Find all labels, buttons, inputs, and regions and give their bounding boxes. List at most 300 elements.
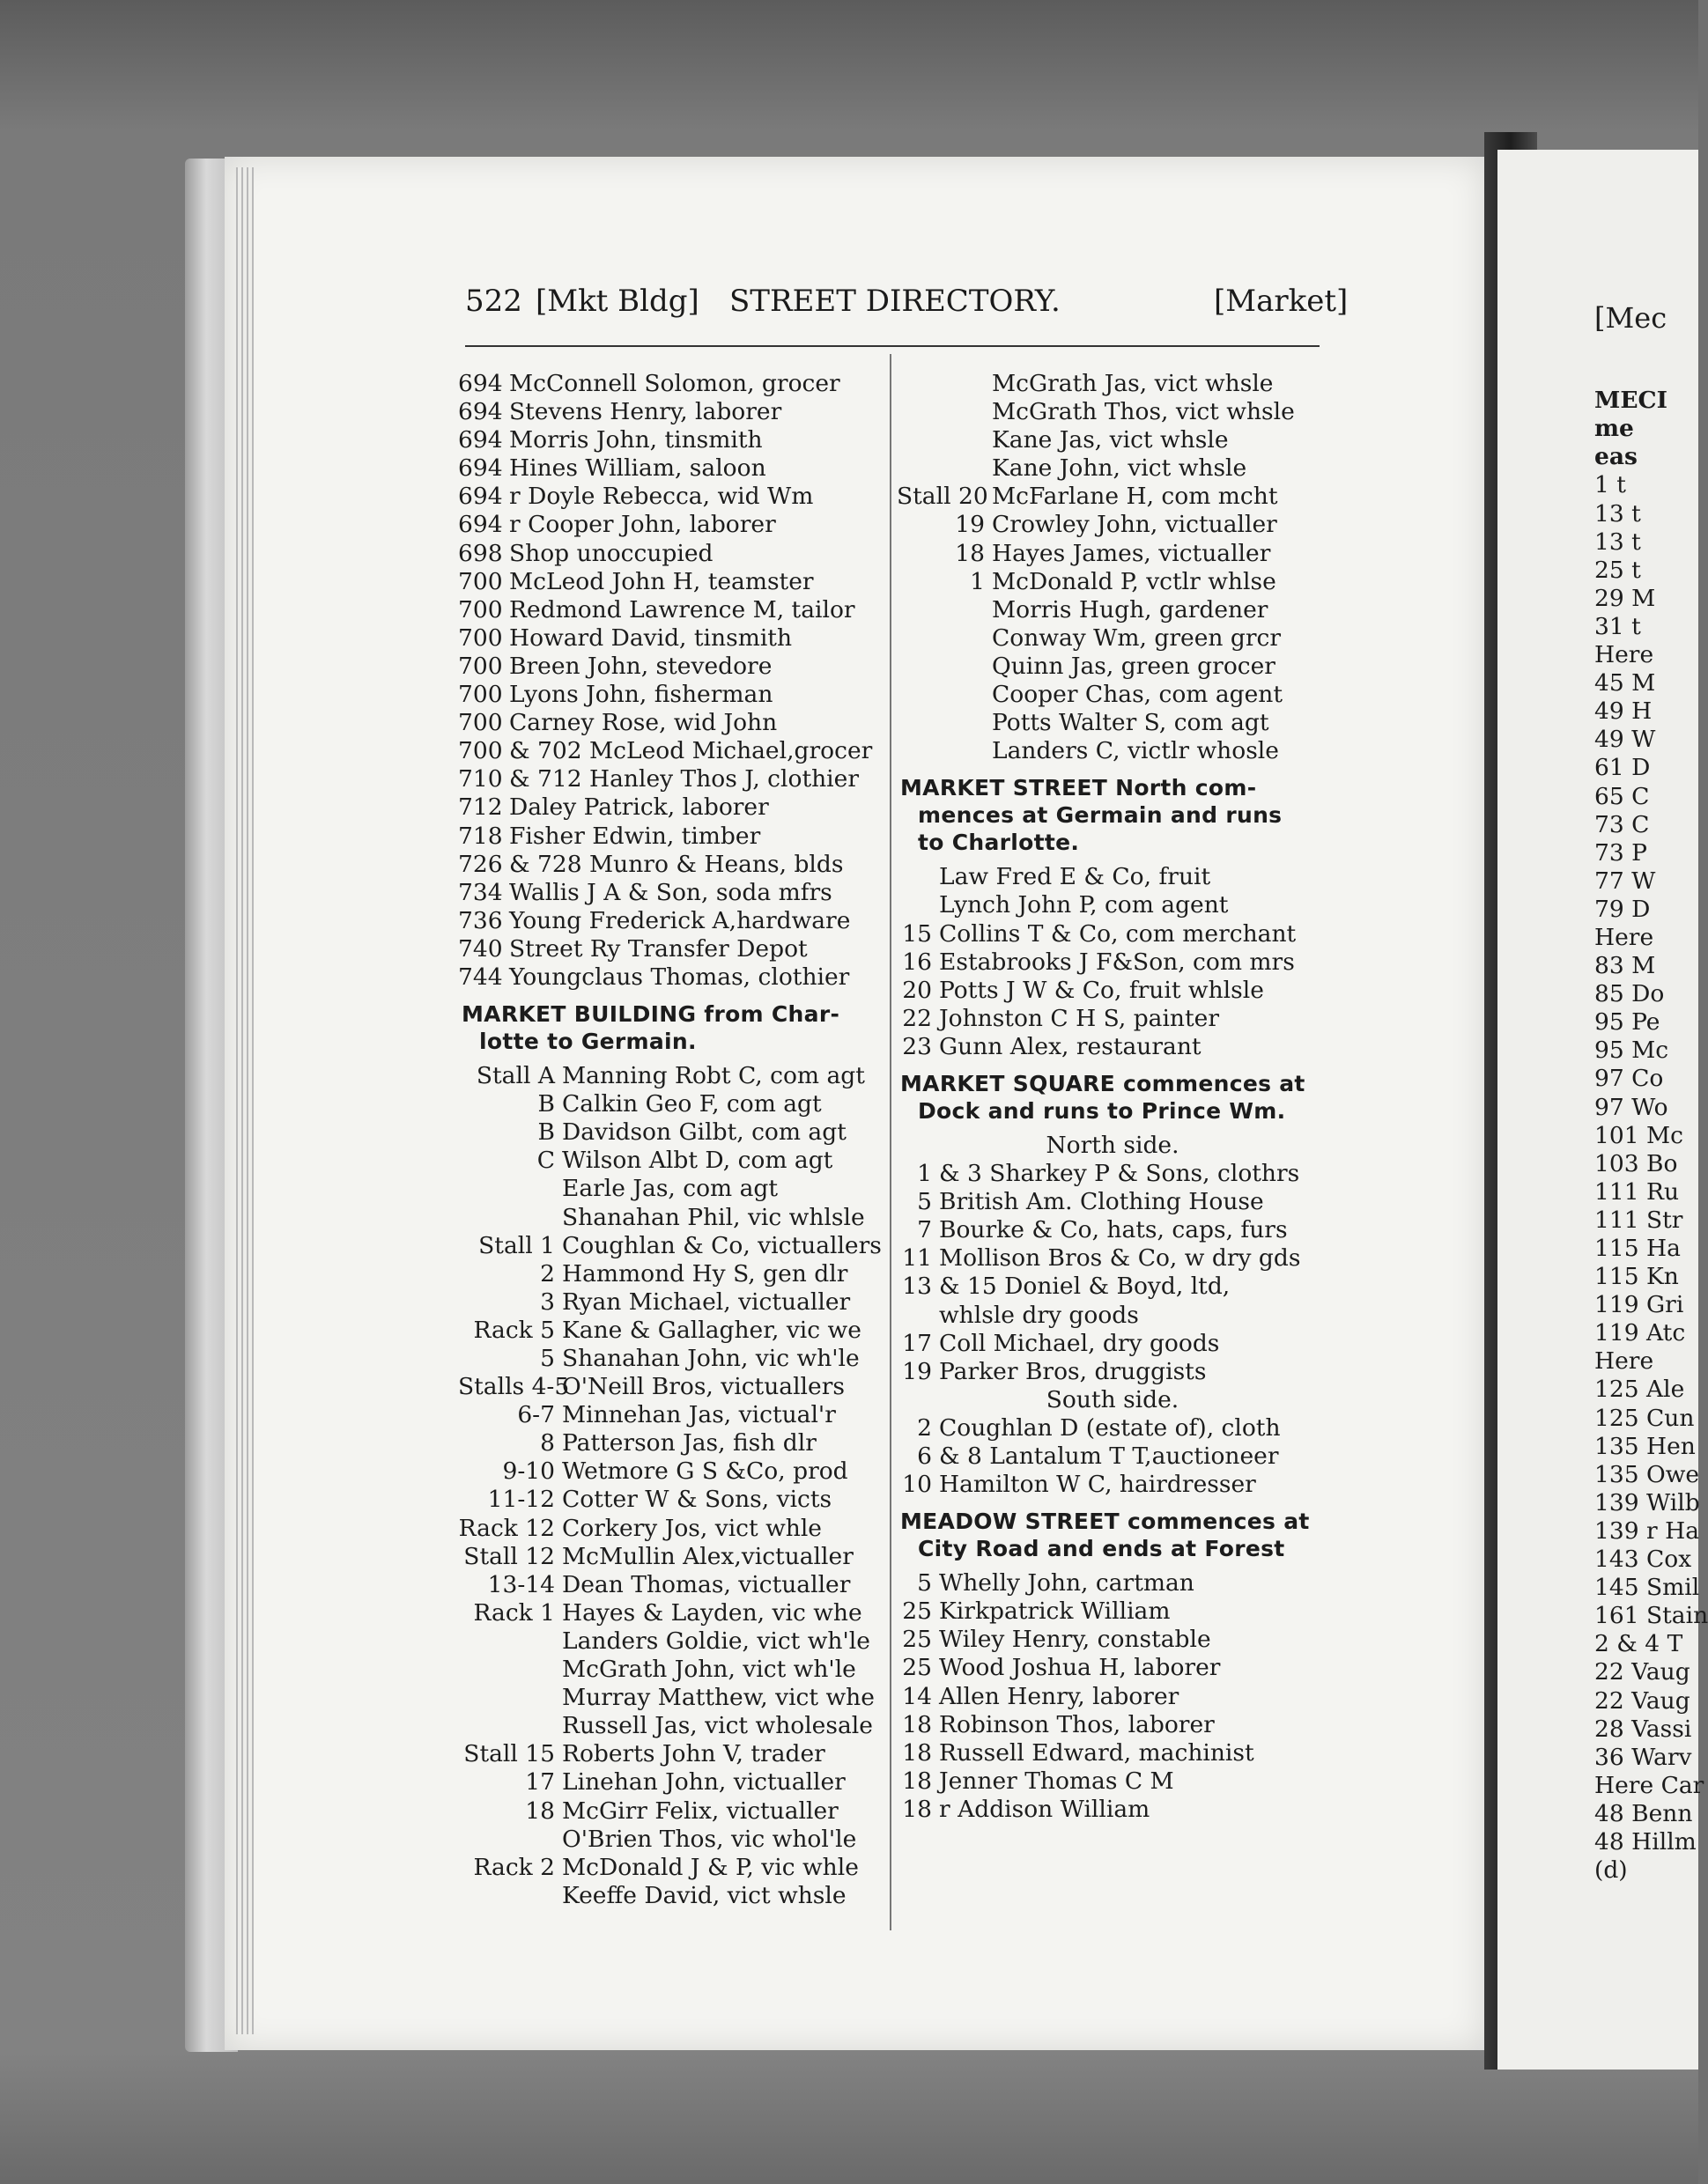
entry-number: 13-14 <box>487 1570 555 1598</box>
entry-text: Stevens Henry, laborer <box>509 398 782 426</box>
facing-page-line: 115 Kn <box>1594 1263 1679 1291</box>
directory-entry <box>897 568 1328 596</box>
directory-entry <box>897 1471 1328 1499</box>
middle-column <box>897 370 1328 1824</box>
north-side-label: North side. <box>1046 1131 1179 1159</box>
directory-entry <box>458 1486 890 1514</box>
entry-text: Fisher Edwin, timber <box>509 822 761 850</box>
entry-number: 17 <box>525 1768 555 1797</box>
directory-entry <box>458 1599 890 1627</box>
entry-text: Young Frederick A,hardware <box>509 906 851 934</box>
entry-text: r Doyle Rebecca, wid Wm <box>509 483 814 511</box>
entry-text: Whelly John, cartman <box>939 1569 1194 1597</box>
facing-page-line: 49 H <box>1594 697 1653 726</box>
directory-entry <box>458 1854 890 1882</box>
entry-number: 14 <box>902 1682 932 1710</box>
directory-entry <box>458 1204 890 1232</box>
facing-page-line: 79 D <box>1594 895 1651 923</box>
entry-text: Lyons John, fisherman <box>509 681 773 709</box>
entry-text: Breen John, stevedore <box>509 652 773 680</box>
entry-number: B <box>537 1118 555 1147</box>
directory-entry <box>458 624 890 653</box>
facing-page-line: 22 Vaug <box>1594 1658 1690 1686</box>
directory-entry <box>897 1160 1328 1188</box>
page-header <box>465 284 1349 329</box>
facing-page-line: 111 Ru <box>1594 1177 1680 1206</box>
directory-entry <box>458 1515 890 1543</box>
entry-number: 2 <box>540 1259 555 1288</box>
entry-number: 18 <box>902 1738 932 1767</box>
entry-text: McLeod John H, teamster <box>509 567 814 595</box>
entry-number: 11-12 <box>487 1486 555 1514</box>
heading-line: MARKET STREET North com- <box>900 775 1257 801</box>
entry-text: Potts J W & Co, fruit whlsle <box>939 976 1264 1004</box>
directory-entry <box>897 398 1328 426</box>
entry-text: Cooper Chas, com agent <box>992 681 1283 709</box>
market-street-heading <box>897 774 1328 856</box>
heading-line: MEADOW STREET commences at <box>900 1509 1310 1535</box>
entry-number: 9-10 <box>502 1457 555 1486</box>
facing-page-line: 49 W <box>1594 726 1656 754</box>
entry-text: Mollison Bros & Co, w dry gds <box>939 1244 1301 1273</box>
directory-entry <box>458 793 890 822</box>
directory-entry <box>458 426 890 454</box>
entry-number: Stall 12 <box>463 1542 555 1570</box>
directory-entry <box>458 568 890 596</box>
entry-text: Linehan John, victualler <box>562 1768 846 1797</box>
entry-number: 5 <box>917 1569 932 1597</box>
entry-number: 11 <box>902 1244 932 1273</box>
entry-text: Russell Edward, machinist <box>939 1738 1254 1767</box>
directory-entry <box>458 1260 890 1288</box>
entry-number: C <box>536 1147 555 1175</box>
entry-number: Rack 2 <box>473 1853 555 1881</box>
directory-entry <box>897 540 1328 568</box>
entry-text: McConnell Solomon, grocer <box>509 370 840 397</box>
directory-entry <box>897 1569 1328 1597</box>
entry-number: 744 <box>458 963 503 991</box>
entry-number: 700 <box>458 737 503 765</box>
facing-page-line: me <box>1594 415 1634 443</box>
entry-text: Landers Goldie, vict wh'le <box>562 1627 870 1655</box>
directory-entry <box>897 1358 1328 1386</box>
entry-text: r Cooper John, laborer <box>509 511 776 539</box>
entry-number: 1 <box>917 1160 932 1188</box>
directory-entry <box>897 681 1328 709</box>
facing-page-line: Here <box>1594 641 1654 669</box>
entry-number: 736 <box>458 906 503 934</box>
page-title: STREET DIRECTORY. <box>729 284 1061 319</box>
entry-text: Ryan Michael, victualler <box>562 1288 851 1316</box>
entry-text: Crowley John, victualler <box>992 511 1277 539</box>
facing-page-line: 2 & 4 T <box>1594 1630 1683 1658</box>
page-number: 522 <box>465 284 522 319</box>
entry-number: 13 <box>902 1273 932 1301</box>
directory-entry <box>458 1882 890 1910</box>
directory-entry <box>458 1571 890 1599</box>
facing-page-line: 77 W <box>1594 867 1656 895</box>
directory-entry <box>458 1429 890 1457</box>
entry-text: & 728 Munro & Heans, blds <box>509 850 844 878</box>
directory-entry <box>458 596 890 624</box>
entry-text: Gunn Alex, restaurant <box>939 1032 1202 1060</box>
entry-number: 694 <box>458 370 503 397</box>
facing-page-line: 135 Hen <box>1594 1432 1696 1460</box>
facing-page-line: 73 C <box>1594 810 1650 838</box>
entry-text: McMullin Alex,victualler <box>562 1542 854 1570</box>
facing-page-line: 101 Mc <box>1594 1121 1683 1149</box>
entry-text: Wetmore G S &Co, prod <box>562 1457 848 1486</box>
entry-number: 734 <box>458 878 503 906</box>
facing-page-line: 143 Cox <box>1594 1546 1692 1574</box>
facing-page-line: 145 Smil <box>1594 1574 1700 1602</box>
directory-entry <box>458 1401 890 1429</box>
directory-entry <box>458 398 890 426</box>
entry-number: 18 <box>902 1710 932 1738</box>
facing-page-line: 139 r Ha <box>1594 1516 1700 1545</box>
directory-entry <box>458 1373 890 1401</box>
entry-text: Quinn Jas, green grocer <box>992 652 1275 680</box>
entry-number: 5 <box>917 1188 932 1216</box>
directory-entry <box>897 624 1328 653</box>
facing-page-line: Here <box>1594 923 1654 951</box>
entry-text: Keeffe David, vict whsle <box>562 1881 847 1909</box>
entry-text: Roberts John V, trader <box>562 1740 825 1768</box>
entry-number: B <box>537 1090 555 1118</box>
directory-entry <box>897 1244 1328 1273</box>
header-rule <box>465 345 1320 347</box>
left-column <box>458 370 890 1910</box>
entry-text: Estabrooks J F&Son, com mrs <box>939 948 1295 976</box>
entry-text: Dean Thomas, victualler <box>562 1570 851 1598</box>
directory-entry <box>458 540 890 568</box>
heading-line: Dock and runs to Prince Wm. <box>918 1097 1286 1124</box>
heading-line: lotte to Germain. <box>479 1029 697 1055</box>
entry-text: Lynch John P, com agent <box>939 891 1229 919</box>
directory-entry <box>458 454 890 483</box>
entry-text: McGirr Felix, victualler <box>562 1797 839 1825</box>
entry-text: Minnehan Jas, victual'r <box>562 1401 836 1429</box>
entry-text: McGrath John, vict wh'le <box>562 1656 856 1684</box>
directory-entry <box>458 907 890 935</box>
entry-text: Kirkpatrick William <box>939 1597 1171 1626</box>
directory-entry <box>897 1302 1328 1330</box>
facing-page-line: (d) <box>1594 1856 1628 1885</box>
directory-entry <box>458 709 890 737</box>
directory-entry <box>458 681 890 709</box>
directory-entry <box>897 596 1328 624</box>
facing-page-line: 103 Bo <box>1594 1149 1678 1177</box>
entry-number: 20 <box>902 976 932 1004</box>
directory-entry <box>897 920 1328 948</box>
entry-text: & 3 Sharkey P & Sons, clothrs <box>939 1160 1300 1188</box>
entry-text: Law Fred E & Co, fruit <box>939 863 1211 891</box>
directory-entry <box>897 709 1328 737</box>
entry-text: McGrath Thos, vict whsle <box>992 398 1295 426</box>
heading-line: mences at Germain and runs <box>918 802 1283 829</box>
directory-entry <box>458 1345 890 1373</box>
directory-entry <box>458 1175 890 1203</box>
directory-entry <box>897 1739 1328 1767</box>
facing-page-line: 61 D <box>1594 754 1651 782</box>
entry-text: O'Neill Bros, victuallers <box>562 1373 845 1401</box>
heading-line: to Charlotte. <box>918 830 1080 856</box>
entry-number: 694 <box>458 454 503 483</box>
entry-text: Street Ry Transfer Depot <box>509 934 808 963</box>
entry-number: 19 <box>955 511 985 539</box>
entry-text: Hammond Hy S, gen dlr <box>562 1259 848 1288</box>
entry-number: 2 <box>917 1413 932 1442</box>
entry-number: 16 <box>902 948 932 976</box>
facing-page-line: 45 M <box>1594 669 1656 697</box>
entry-number: 25 <box>902 1626 932 1654</box>
facing-page-line: 73 P <box>1594 838 1647 867</box>
directory-entry <box>458 765 890 793</box>
entry-text: & 702 McLeod Michael,grocer <box>509 737 873 765</box>
directory-entry <box>458 963 890 992</box>
facing-page-line: 139 Wilb <box>1594 1488 1700 1516</box>
entry-number: 700 <box>458 623 503 652</box>
page-stack-lines <box>236 167 254 2034</box>
directory-entry <box>897 1330 1328 1358</box>
entry-number: 6-7 <box>517 1401 555 1429</box>
entry-text: Wallis J A & Son, soda mfrs <box>509 878 832 906</box>
directory-entry <box>897 1796 1328 1824</box>
entry-text: Carney Rose, wid John <box>509 709 778 737</box>
directory-entry <box>458 1317 890 1345</box>
entry-number: 718 <box>458 822 503 850</box>
entry-text: Morris Hugh, gardener <box>992 595 1268 623</box>
entry-text: Allen Henry, laborer <box>939 1682 1179 1710</box>
entry-number: 18 <box>525 1797 555 1825</box>
entry-text: McDonald P, vctlr whlse <box>992 567 1276 595</box>
entry-number: 19 <box>902 1357 932 1385</box>
entry-text: Shanahan John, vic wh'le <box>562 1345 860 1372</box>
facing-page-line: 135 Owe <box>1594 1460 1700 1488</box>
directory-entry <box>458 1712 890 1740</box>
directory-entry <box>897 863 1328 891</box>
entry-text: Parker Bros, druggists <box>939 1357 1207 1385</box>
facing-page-line: eas <box>1594 443 1638 471</box>
entry-number: Rack 5 <box>473 1316 555 1344</box>
entry-text: McFarlane H, com mcht <box>992 483 1278 511</box>
directory-entry <box>897 483 1328 511</box>
directory-entry <box>897 1654 1328 1682</box>
entry-number: 1 <box>970 567 985 595</box>
entry-number: Stall 20 <box>897 483 988 511</box>
facing-page-line: 111 Str <box>1594 1206 1683 1234</box>
entry-number: 700 <box>458 681 503 709</box>
entry-number: Stall 1 <box>478 1231 555 1259</box>
entry-text: Kane & Gallagher, vic we <box>562 1316 861 1344</box>
entry-number: 22 <box>902 1004 932 1032</box>
entry-text: Davidson Gilbt, com agt <box>562 1118 847 1147</box>
entry-text: Cotter W & Sons, victs <box>562 1486 832 1514</box>
directory-entry <box>897 511 1328 539</box>
entry-text: Shop unoccupied <box>509 539 714 567</box>
entry-number: 700 <box>458 709 503 737</box>
facing-page-line: 115 Ha <box>1594 1235 1681 1262</box>
directory-entry <box>458 1062 890 1090</box>
entry-text: Kane Jas, vict whsle <box>992 426 1229 454</box>
entry-text: Hayes James, victualler <box>992 539 1271 567</box>
entry-number: Stall 15 <box>463 1740 555 1768</box>
entry-number: 700 <box>458 595 503 623</box>
entry-text: Youngclaus Thomas, clothier <box>509 963 850 991</box>
entry-number: 698 <box>458 539 503 567</box>
entry-number: Rack 1 <box>473 1598 555 1627</box>
facing-page-line: 97 Wo <box>1594 1093 1668 1121</box>
directory-entry <box>897 1005 1328 1033</box>
facing-page-line: 48 Hillm <box>1594 1827 1697 1856</box>
entry-text: Shanahan Phil, vic whlsle <box>562 1203 865 1231</box>
directory-entry <box>897 370 1328 398</box>
directory-entry <box>897 1033 1328 1061</box>
entry-number: Rack 12 <box>458 1514 555 1542</box>
facing-page-line: 13 t <box>1594 528 1641 556</box>
entry-text: Howard David, tinsmith <box>509 623 793 652</box>
entry-text: Kane John, vict whsle <box>992 454 1247 483</box>
facing-page-line: 119 Gri <box>1594 1291 1684 1319</box>
facing-page-line <box>1594 358 1698 387</box>
entry-number: 7 <box>917 1216 932 1244</box>
entry-number: 700 <box>458 652 503 680</box>
directory-entry <box>458 1826 890 1854</box>
entry-text: Landers C, victlr whosle <box>992 737 1279 765</box>
entry-text: Wiley Henry, constable <box>939 1626 1211 1654</box>
facing-page-line: 48 Benn <box>1594 1799 1693 1827</box>
entry-text: Coughlan D (estate of), cloth <box>939 1413 1281 1442</box>
entry-text: Wilson Albt D, com agt <box>562 1147 833 1175</box>
entry-text: Daley Patrick, laborer <box>509 793 769 822</box>
directory-entry <box>458 935 890 963</box>
entry-number: 15 <box>902 919 932 948</box>
facing-page-line: 29 M <box>1594 584 1656 612</box>
facing-page-line: MECI <box>1594 387 1668 415</box>
entry-text: Murray Matthew, vict whe <box>562 1684 875 1712</box>
directory-entry <box>458 1768 890 1797</box>
entry-text: Earle Jas, com agt <box>562 1175 779 1203</box>
entry-number: 18 <box>902 1767 932 1795</box>
directory-entry <box>458 1684 890 1712</box>
entry-number: 694 <box>458 398 503 426</box>
facing-page-line: 95 Mc <box>1594 1037 1669 1065</box>
facing-page-line: 161 Stain <box>1594 1602 1708 1630</box>
entry-number: 710 <box>458 765 503 793</box>
directory-entry <box>458 653 890 681</box>
entry-text: Redmond Lawrence M, tailor <box>509 595 855 623</box>
directory-entry <box>458 1232 890 1260</box>
directory-entry <box>458 1797 890 1826</box>
entry-text: Manning Robt C, com agt <box>562 1062 865 1090</box>
facing-page-line: Here <box>1594 1347 1654 1376</box>
entry-number: 712 <box>458 793 503 822</box>
facing-page-line: 31 t <box>1594 612 1641 640</box>
directory-entry <box>458 1740 890 1768</box>
entry-text: O'Brien Thos, vic whol'le <box>562 1825 857 1853</box>
column-divider <box>890 354 891 1930</box>
directory-entry <box>458 1147 890 1175</box>
south-side-label: South side. <box>1046 1385 1179 1413</box>
entry-text: Coll Michael, dry goods <box>939 1329 1220 1357</box>
directory-entry <box>897 426 1328 454</box>
entry-text: & 8 Lantalum T T,auctioneer <box>939 1442 1279 1470</box>
entry-text: Conway Wm, green grcr <box>992 623 1282 652</box>
entry-text: Coughlan & Co, victuallers <box>562 1231 882 1259</box>
entry-text: & 712 Hanley Thos J, clothier <box>509 765 859 793</box>
directory-entry <box>897 737 1328 765</box>
facing-page-line: 125 Ale <box>1594 1376 1685 1404</box>
entry-text: Bourke & Co, hats, caps, furs <box>939 1216 1288 1244</box>
facing-page-line: 83 M <box>1594 952 1656 980</box>
directory-entry <box>897 1626 1328 1654</box>
entry-number: 694 <box>458 511 503 539</box>
entry-number: 740 <box>458 934 503 963</box>
facing-page-line: 22 Vaug <box>1594 1686 1690 1715</box>
entry-number: 700 <box>458 567 503 595</box>
directory-entry <box>897 948 1328 977</box>
entry-number: Stall A <box>476 1062 555 1090</box>
entry-number: 18 <box>902 1795 932 1823</box>
entry-text: Hines William, saloon <box>509 454 766 483</box>
directory-entry <box>897 1273 1328 1301</box>
entry-text: Patterson Jas, fish dlr <box>562 1429 817 1457</box>
entry-text: Jenner Thomas C M <box>939 1767 1174 1795</box>
directory-entry <box>897 454 1328 483</box>
directory-entry <box>458 851 890 879</box>
facing-page-line: 13 t <box>1594 499 1641 528</box>
entry-number: Stalls 4-5 <box>458 1373 570 1401</box>
entry-number: 8 <box>540 1429 555 1457</box>
directory-entry <box>458 737 890 765</box>
directory-entry <box>458 370 890 398</box>
entry-text: Morris John, tinsmith <box>509 426 763 454</box>
entry-text: whlsle dry goods <box>939 1301 1139 1329</box>
directory-entry <box>897 1683 1328 1711</box>
directory-entry <box>897 1767 1328 1796</box>
entry-number: 694 <box>458 426 503 454</box>
entry-number: 3 <box>540 1288 555 1316</box>
directory-entry <box>458 1118 890 1147</box>
directory-entry <box>458 1627 890 1656</box>
entry-text: Robinson Thos, laborer <box>939 1710 1215 1738</box>
directory-entry <box>458 1656 890 1684</box>
entry-number: 694 <box>458 483 503 511</box>
directory-entry <box>897 1597 1328 1626</box>
entry-text: Hamilton W C, hairdresser <box>939 1471 1256 1499</box>
directory-entry <box>458 823 890 851</box>
entry-text: Collins T & Co, com merchant <box>939 919 1297 948</box>
directory-entry <box>458 511 890 539</box>
facing-page-line: 95 Pe <box>1594 1008 1660 1037</box>
entry-number: 17 <box>902 1329 932 1357</box>
facing-page-line: [Mec <box>1594 301 1667 335</box>
entry-text: Russell Jas, vict wholesale <box>562 1712 873 1740</box>
entry-number: 6 <box>917 1442 932 1470</box>
heading-line: MARKET SQUARE commences at <box>900 1070 1305 1096</box>
directory-entry <box>897 653 1328 681</box>
directory-entry <box>458 1288 890 1317</box>
heading-line: City Road and ends at Forest <box>918 1536 1285 1562</box>
section-left: [Mkt Bldg] <box>536 284 699 319</box>
directory-entry <box>458 1543 890 1571</box>
entry-number: 25 <box>902 1597 932 1626</box>
directory-entry <box>458 483 890 511</box>
entry-number: 18 <box>955 539 985 567</box>
section-right: [Market] <box>1214 284 1349 319</box>
facing-page-line: 125 Cun <box>1594 1404 1695 1432</box>
directory-entry <box>458 879 890 907</box>
